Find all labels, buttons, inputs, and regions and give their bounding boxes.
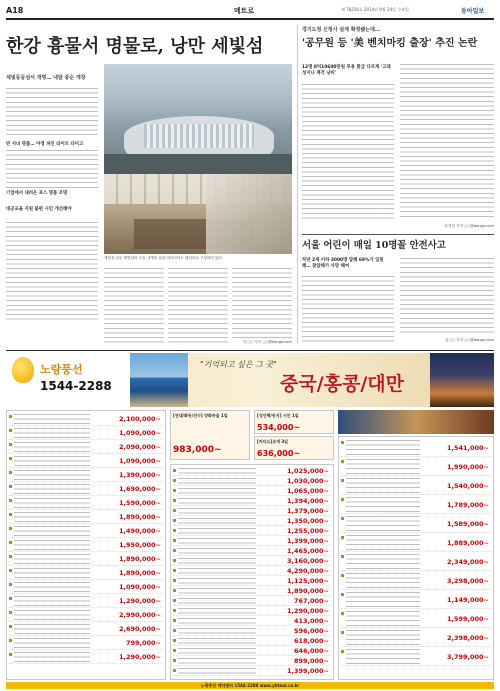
listing-description (178, 578, 256, 584)
listing-description (14, 498, 90, 508)
ad-center-column (170, 410, 334, 680)
listing-price: 1,490,000~ (118, 527, 161, 535)
listing-description (178, 588, 256, 594)
listing-price: 1,950,000~ (118, 541, 161, 549)
listing-description (178, 628, 256, 634)
right-bottom-byline: 김○○ 기자 ○○@donga.com (445, 338, 494, 342)
listing-description (178, 608, 256, 614)
ad-listing-row[interactable] (9, 609, 163, 622)
ad-listing-row[interactable] (9, 553, 163, 566)
ad-center-list (170, 464, 334, 680)
listing-price: 2,090,000~ (118, 443, 161, 451)
main-subhead-1: 반 지녀 명품… 야경 파인 라이트 다미고 (6, 142, 84, 147)
listing-description (346, 592, 420, 607)
listing-description (346, 535, 420, 550)
ad-feature-box-2[interactable] (254, 410, 334, 434)
listing-price: 1,065,000~ (286, 487, 329, 495)
hongkong-night-photo (430, 353, 494, 407)
listing-description (346, 478, 420, 493)
listing-bullet-icon (9, 415, 12, 418)
listing-description (14, 456, 90, 466)
listing-price: 1,030,000~ (286, 477, 329, 485)
listing-bullet-icon (173, 669, 176, 672)
listing-description (178, 528, 256, 534)
ad-right-list (338, 436, 494, 680)
ad-listing-row[interactable] (173, 547, 331, 556)
listing-description (178, 618, 256, 624)
listing-price: 1,255,000~ (286, 527, 329, 535)
ad-listing-row[interactable] (173, 667, 331, 676)
ad-listing-row[interactable] (9, 455, 163, 468)
listing-bullet-icon (9, 653, 12, 656)
listing-price: 1,025,000~ (286, 467, 329, 475)
listing-description (346, 459, 420, 474)
listing-description (346, 630, 420, 645)
seibitseom-photo-top (104, 64, 292, 174)
listing-bullet-icon (341, 517, 344, 520)
section-name: 메트로 (234, 7, 255, 15)
listing-price: 1,890,000~ (286, 587, 329, 595)
listing-price: 1,125,000~ (286, 577, 329, 585)
ad-listing-row[interactable] (9, 623, 163, 636)
listing-price: 1,465,000~ (286, 547, 329, 555)
ad-listing-row[interactable] (9, 651, 163, 664)
listing-bullet-icon (9, 457, 12, 460)
ad-listing-row[interactable] (173, 497, 331, 506)
listing-price: 3,298,000~ (446, 577, 489, 585)
listing-price: 1,889,000~ (446, 539, 489, 547)
listing-description (346, 649, 420, 664)
ad-listing-row[interactable] (341, 553, 491, 571)
listing-bullet-icon (341, 593, 344, 596)
right-top-sub: 12명 8억10600만원 투용 환급 다르게 '고래 성지나 계걱 냥비' (302, 65, 391, 76)
edition-info: 제 78256호 2014년 9월 24일 수요일 (341, 7, 409, 12)
listing-price: 618,000~ (293, 637, 329, 645)
listing-description (178, 478, 256, 484)
listing-bullet-icon (173, 539, 176, 542)
ad-feature-label-3: [카다오]조개 3일 (257, 439, 289, 444)
ad-bottom-strip: 노랑풍선 예약센터 1544-2288 www.ybtour.co.kr (6, 682, 494, 689)
listing-description (178, 548, 256, 554)
listing-description (14, 554, 90, 564)
listing-bullet-icon (341, 555, 344, 558)
ad-feature-box-1[interactable] (170, 410, 250, 460)
listing-bullet-icon (9, 639, 12, 642)
ad-listing-row[interactable] (341, 648, 491, 666)
listing-bullet-icon (173, 519, 176, 522)
main-body-col3 (168, 268, 228, 346)
ad-listing-row[interactable] (341, 610, 491, 628)
listing-bullet-icon (9, 429, 12, 432)
ad-listing-row[interactable] (173, 517, 331, 526)
ad-listing-row[interactable] (173, 507, 331, 516)
listing-description (346, 573, 420, 588)
ad-listing-row[interactable] (9, 581, 163, 594)
listing-price: 1,379,000~ (286, 507, 329, 515)
ad-listing-row[interactable] (173, 477, 331, 486)
ad-listing-row[interactable] (173, 577, 331, 586)
listing-price: 1,350,000~ (286, 517, 329, 525)
main-body-col1 (6, 88, 98, 138)
listing-description (14, 484, 90, 494)
listing-price: 767,000~ (293, 597, 329, 605)
right-top-body1 (302, 84, 394, 220)
ad-listing-row[interactable] (173, 487, 331, 496)
ad-listing-row[interactable] (9, 469, 163, 482)
ad-right-photo (338, 410, 494, 434)
listing-price: 1,789,000~ (446, 501, 489, 509)
listing-price: 2,398,000~ (446, 634, 489, 642)
listing-bullet-icon (341, 574, 344, 577)
right-top-headline: '공무원 등 '美 벤치마킹 출장' 추진 논란 (302, 38, 478, 49)
listing-price: 1,090,000~ (118, 583, 161, 591)
listing-bullet-icon (173, 649, 176, 652)
listing-price: 1,290,000~ (286, 607, 329, 615)
listing-bullet-icon (341, 460, 344, 463)
listing-description (14, 442, 90, 452)
right-bottom-body1 (302, 276, 394, 344)
listing-description (178, 668, 256, 674)
ad-listing-row[interactable] (173, 617, 331, 626)
ad-listing-row[interactable] (173, 467, 331, 476)
listing-description (346, 516, 420, 531)
listing-bullet-icon (173, 489, 176, 492)
listing-bullet-icon (9, 499, 12, 502)
main-subhead-2: 기업에서 내려온 포스 명품 조명 (6, 191, 68, 196)
listing-price: 3,160,000~ (286, 557, 329, 565)
listing-description (346, 554, 420, 569)
listing-price: 1,599,000~ (446, 615, 489, 623)
right-bottom-body2 (400, 258, 494, 336)
listing-bullet-icon (9, 443, 12, 446)
listing-price: 2,990,000~ (118, 611, 161, 619)
right-top-body2 (400, 64, 494, 220)
ad-listing-row[interactable] (9, 511, 163, 524)
ad-listing-row[interactable] (173, 647, 331, 656)
listing-bullet-icon (173, 639, 176, 642)
listing-bullet-icon (9, 471, 12, 474)
listing-bullet-icon (341, 612, 344, 615)
listing-bullet-icon (173, 629, 176, 632)
right-divider (302, 234, 494, 235)
ad-banner-quote: "기억되고 싶은 그 곳" (200, 360, 277, 369)
page-number: A18 (6, 6, 24, 15)
ad-feature-box-3[interactable] (254, 436, 334, 460)
listing-bullet-icon (341, 650, 344, 653)
ad-listing-row[interactable] (9, 497, 163, 510)
listing-price: 1,399,000~ (286, 667, 329, 675)
listing-description (178, 568, 256, 574)
listing-price: 1,540,000~ (446, 482, 489, 490)
listing-bullet-icon (173, 479, 176, 482)
listing-bullet-icon (173, 529, 176, 532)
main-photo-caption: 개장을 앞둔 세빛섬의 모습. 3개의 섬과 미디어아트 갤러리로 구성되어 있다. (104, 256, 223, 260)
ad-listing-row[interactable] (173, 527, 331, 536)
ad-listing-row[interactable] (341, 496, 491, 514)
listing-price: 799,000~ (125, 639, 161, 647)
ad-listing-row[interactable] (173, 607, 331, 616)
listing-price: 1,890,000~ (118, 555, 161, 563)
listing-price: 1,690,000~ (118, 485, 161, 493)
listing-description (14, 470, 90, 480)
listing-bullet-icon (9, 541, 12, 544)
listing-description (346, 497, 420, 512)
right-bottom-headline: 서울 어린이 매일 10명꼴 안전사고 (302, 240, 446, 251)
listing-price: 4,290,000~ (286, 567, 329, 575)
ad-listing-row[interactable] (173, 637, 331, 646)
listing-description (178, 648, 256, 654)
listing-price: 1,090,000~ (118, 429, 161, 437)
listing-price: 1,990,000~ (446, 463, 489, 471)
ad-banner-title: 중국/홍콩/대만 (280, 373, 405, 395)
listing-description (14, 568, 90, 578)
main-body-col4 (232, 268, 292, 338)
column-separator (297, 24, 298, 344)
listing-price: 1,399,000~ (286, 537, 329, 545)
listing-price: 1,590,000~ (118, 499, 161, 507)
ad-company-name: 노랑풍선 (40, 363, 83, 376)
listing-bullet-icon (9, 625, 12, 628)
right-top-byline: 남경현 기자 ○○@donga.com (444, 224, 494, 228)
listing-description (14, 610, 90, 620)
listing-bullet-icon (173, 659, 176, 662)
listing-price: 596,000~ (293, 627, 329, 635)
main-headline: 한강 흉물서 명물로, 낭만 세빛섬 (6, 36, 264, 57)
listing-bullet-icon (9, 597, 12, 600)
ad-phone: 1544-2288 (40, 379, 112, 393)
listing-bullet-icon (173, 609, 176, 612)
ad-listing-row[interactable] (9, 525, 163, 538)
listing-description (178, 538, 256, 544)
ad-listing-row[interactable] (341, 458, 491, 476)
listing-price: 1,149,000~ (446, 596, 489, 604)
listing-description (14, 414, 90, 424)
ad-listing-row[interactable] (9, 413, 163, 426)
listing-price: 1,541,000~ (446, 444, 489, 452)
listing-price: 646,000~ (293, 647, 329, 655)
ad-feature-label-2: [성인팩/동지] 시안 1일 (257, 413, 299, 418)
balloon-icon (12, 357, 34, 383)
ad-listing-row[interactable] (9, 595, 163, 608)
ad-left-column (6, 410, 166, 680)
listing-bullet-icon (173, 579, 176, 582)
ad-listing-row[interactable] (173, 567, 331, 576)
listing-price: 1,090,000~ (118, 457, 161, 465)
listing-bullet-icon (173, 589, 176, 592)
main-subhead-3: 대공교을 지원 불편 시민 개선해야 (6, 207, 72, 212)
listing-bullet-icon (173, 569, 176, 572)
listing-description (14, 624, 90, 634)
seibitseom-photo-side (206, 174, 292, 254)
listing-price: 2,349,000~ (446, 558, 489, 566)
listing-bullet-icon (9, 555, 12, 558)
ad-listing-row[interactable] (341, 629, 491, 647)
ad-listing-row[interactable] (173, 597, 331, 606)
listing-bullet-icon (9, 485, 12, 488)
temple-photo (130, 353, 188, 407)
listing-bullet-icon (173, 559, 176, 562)
listing-description (14, 512, 90, 522)
listing-bullet-icon (9, 611, 12, 614)
ad-listing-row[interactable] (9, 539, 163, 552)
ad-listing-row[interactable] (173, 587, 331, 596)
listing-price: 1,290,000~ (118, 653, 161, 661)
listing-bullet-icon (173, 469, 176, 472)
ad-listing-row[interactable] (341, 515, 491, 533)
listing-bullet-icon (341, 479, 344, 482)
ad-listing-row[interactable] (9, 441, 163, 454)
listing-price: 2,690,000~ (118, 625, 161, 633)
ad-listing-row[interactable] (341, 534, 491, 552)
listing-description (346, 440, 420, 455)
listing-description (178, 518, 256, 524)
listing-description (178, 598, 256, 604)
ad-listing-row[interactable] (341, 591, 491, 609)
listing-price: 1,890,000~ (118, 569, 161, 577)
listing-bullet-icon (173, 549, 176, 552)
ad-listing-row[interactable] (173, 557, 331, 566)
listing-description (178, 638, 256, 644)
ad-listing-row[interactable] (173, 627, 331, 636)
main-kicker: 세빛둥둥섬서 개명… 내달 중순 개장 (6, 75, 86, 81)
main-body-col2 (104, 268, 164, 346)
listing-description (14, 526, 90, 536)
ad-listing-row[interactable] (341, 572, 491, 590)
ad-listing-row[interactable] (9, 567, 163, 580)
listing-description (178, 508, 256, 514)
main-body-col1b (6, 150, 98, 188)
listing-description (178, 498, 256, 504)
ad-feature-price-1: 983,000~ (173, 445, 222, 455)
listing-bullet-icon (9, 569, 12, 572)
header-rule (6, 18, 494, 20)
listing-bullet-icon (341, 441, 344, 444)
listing-bullet-icon (9, 513, 12, 516)
listing-bullet-icon (173, 499, 176, 502)
listing-price: 2,100,000~ (118, 415, 161, 423)
ad-listing-row[interactable] (9, 427, 163, 440)
listing-bullet-icon (173, 619, 176, 622)
listing-bullet-icon (9, 583, 12, 586)
listing-description (178, 468, 256, 474)
listing-description (14, 638, 90, 648)
listing-description (14, 428, 90, 438)
listing-bullet-icon (173, 599, 176, 602)
listing-description (14, 540, 90, 550)
ad-listing-row[interactable] (173, 657, 331, 666)
listing-price: 899,000~ (293, 657, 329, 665)
ad-feature-price-3: 636,000~ (257, 449, 301, 458)
listing-price: 1,890,000~ (118, 513, 161, 521)
main-body-col1c (6, 222, 98, 322)
main-byline: 이○○ 기자 ○○@donga.com (243, 340, 292, 344)
listing-price: 1,390,000~ (118, 471, 161, 479)
ad-feature-price-2: 534,000~ (257, 423, 301, 432)
ad-listing-row[interactable] (9, 483, 163, 496)
newspaper-brand: 동아일보 (461, 8, 485, 15)
listing-description (178, 488, 256, 494)
listing-bullet-icon (341, 498, 344, 501)
ad-feature-label-1: [연대/화동/진수] 양화마을 1일 (173, 413, 228, 418)
listing-price: 413,000~ (293, 617, 329, 625)
listing-description (14, 582, 90, 592)
listing-price: 1,589,000~ (446, 520, 489, 528)
page-header (6, 6, 494, 18)
ad-logo-block (8, 355, 128, 407)
listing-description (178, 558, 256, 564)
right-bottom-sub: 작년 2세 이하 3000명 달해 69%가 입원해… 찾았해가 사망 해여 (302, 258, 384, 269)
right-top-kicker: 경기도청 신청사 설계 확정됐는데… (302, 27, 380, 33)
ad-top-rule (6, 350, 494, 351)
listing-bullet-icon (341, 631, 344, 634)
ad-listing-row[interactable] (341, 477, 491, 495)
ad-listing-row[interactable] (341, 439, 491, 457)
listing-description (14, 652, 90, 662)
ad-listing-row[interactable] (173, 537, 331, 546)
listing-price: 1,290,000~ (118, 597, 161, 605)
ad-banner (130, 353, 494, 407)
ad-right-column (338, 410, 494, 680)
ad-listing-row[interactable] (9, 637, 163, 650)
listing-bullet-icon (341, 536, 344, 539)
listing-bullet-icon (9, 527, 12, 530)
listing-description (346, 611, 420, 626)
listing-description (178, 658, 256, 664)
listing-price: 1,394,000~ (286, 497, 329, 505)
listing-bullet-icon (173, 509, 176, 512)
listing-price: 3,799,000~ (446, 653, 489, 661)
listing-description (14, 596, 90, 606)
